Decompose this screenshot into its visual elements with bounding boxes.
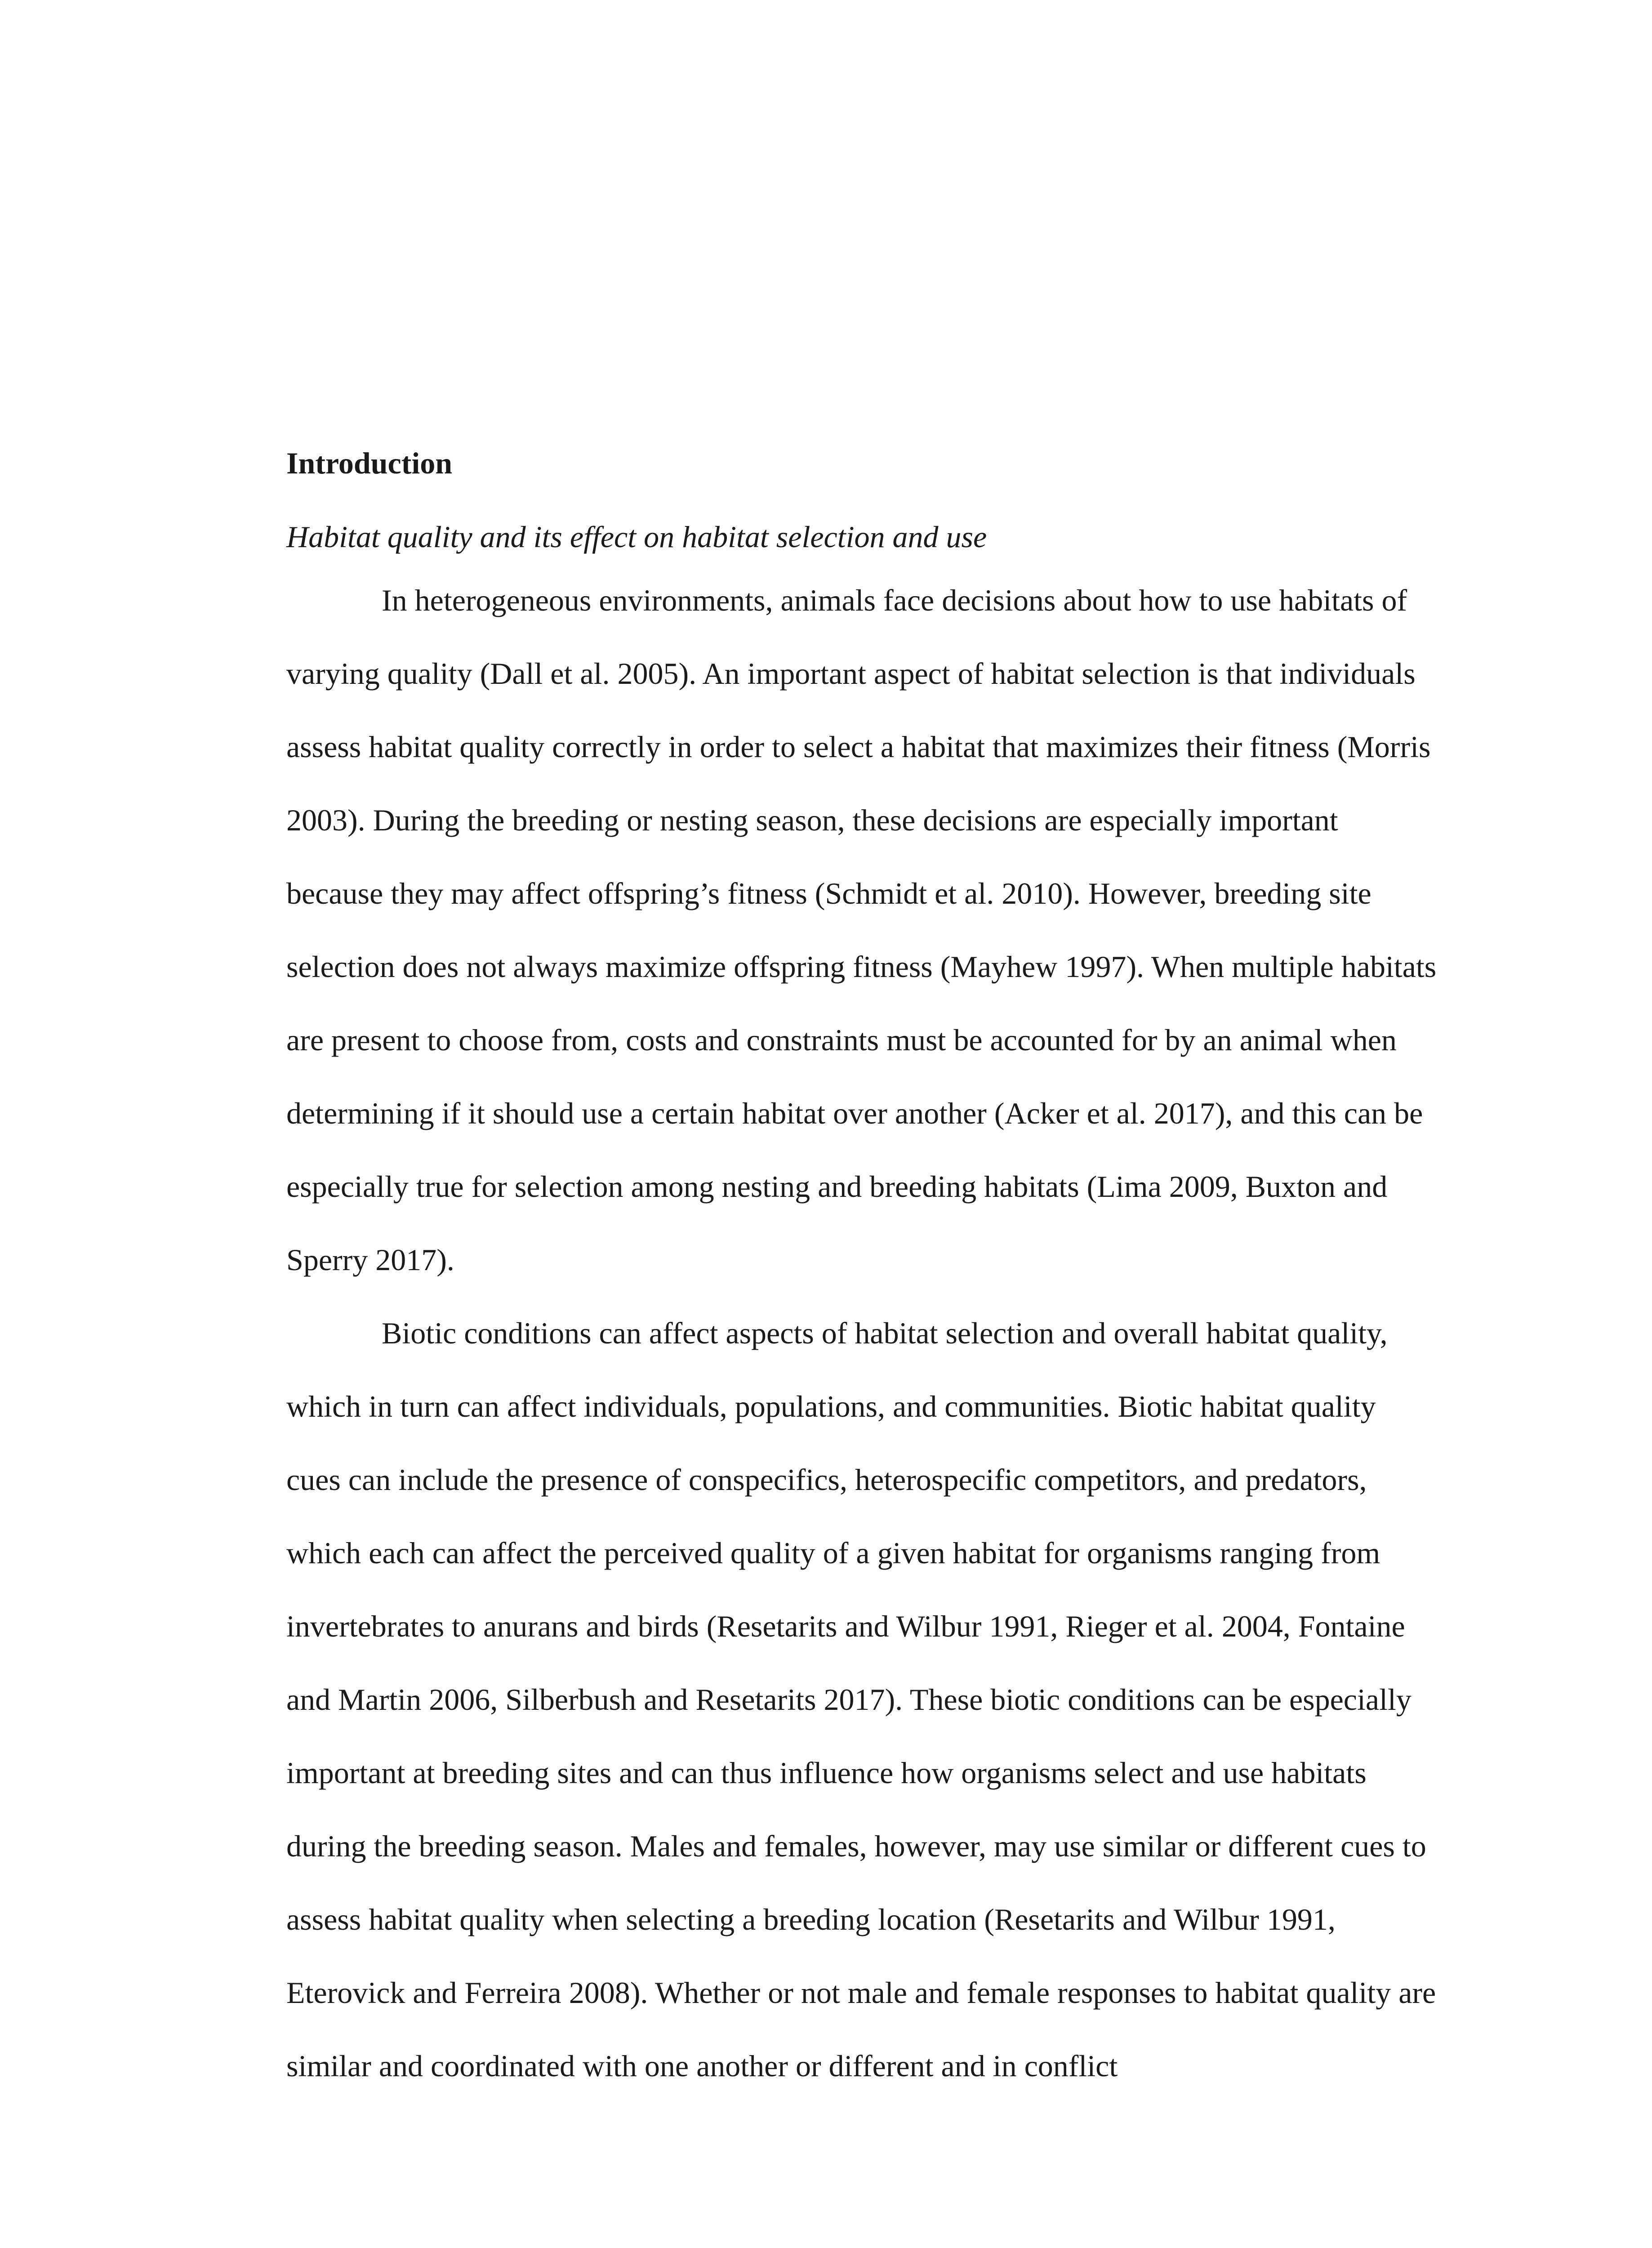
subsection-title: Habitat quality and its effect on habitat selection and use <box>286 520 987 554</box>
section-title: Introduction <box>286 446 453 480</box>
body-paragraph-2: Biotic conditions can affect aspects of habitat selection and overall habitat quality, which in turn can affect individuals, populations, and communities. Biotic habitat quality cues can include the presence of conspecifics, heterospecific competitors, and predators, which each can affect the perceived quality of a given habitat for organisms ranging from invertebrates to anurans and birds (Resetarits and Wilbur 1991, Rieger et al. 2004, Fontaine and Martin 2006, Silberbush and Resetarits 2017). These biotic conditions can be especially important at breeding sites and can thus influence how organisms select and use habitats during the breeding season. Males and females, however, may use similar or different cues to assess habitat quality when selecting a breeding location (Resetarits and Wilbur 1991, Eterovick and Ferreira 2008). Whether or not male and female responses to habitat quality are similar and coordinated with one another or different and in conflict <box>286 1316 1436 2083</box>
body-paragraph-1: In heterogeneous environments, animals face decisions about how to use habitats of varying quality (Dall et al. 2005). An important aspect of habitat selection is that individuals assess habitat quality correctly in order to select a habitat that maximizes their fitness (Morris 2003). During the breeding or nesting season, these decisions are especially important because they may affect offspring’s fitness (Schmidt et al. 2010). However, breeding site selection does not always maximize offspring fitness (Mayhew 1997). When multiple habitats are present to choose from, costs and constraints must be accounted for by an animal when determining if it should use a certain habitat over another (Acker et al. 2017), and this can be especially true for selection among nesting and breeding habitats (Lima 2009, Buxton and Sperry 2017). <box>286 583 1437 1277</box>
page-content <box>286 441 1437 2103</box>
